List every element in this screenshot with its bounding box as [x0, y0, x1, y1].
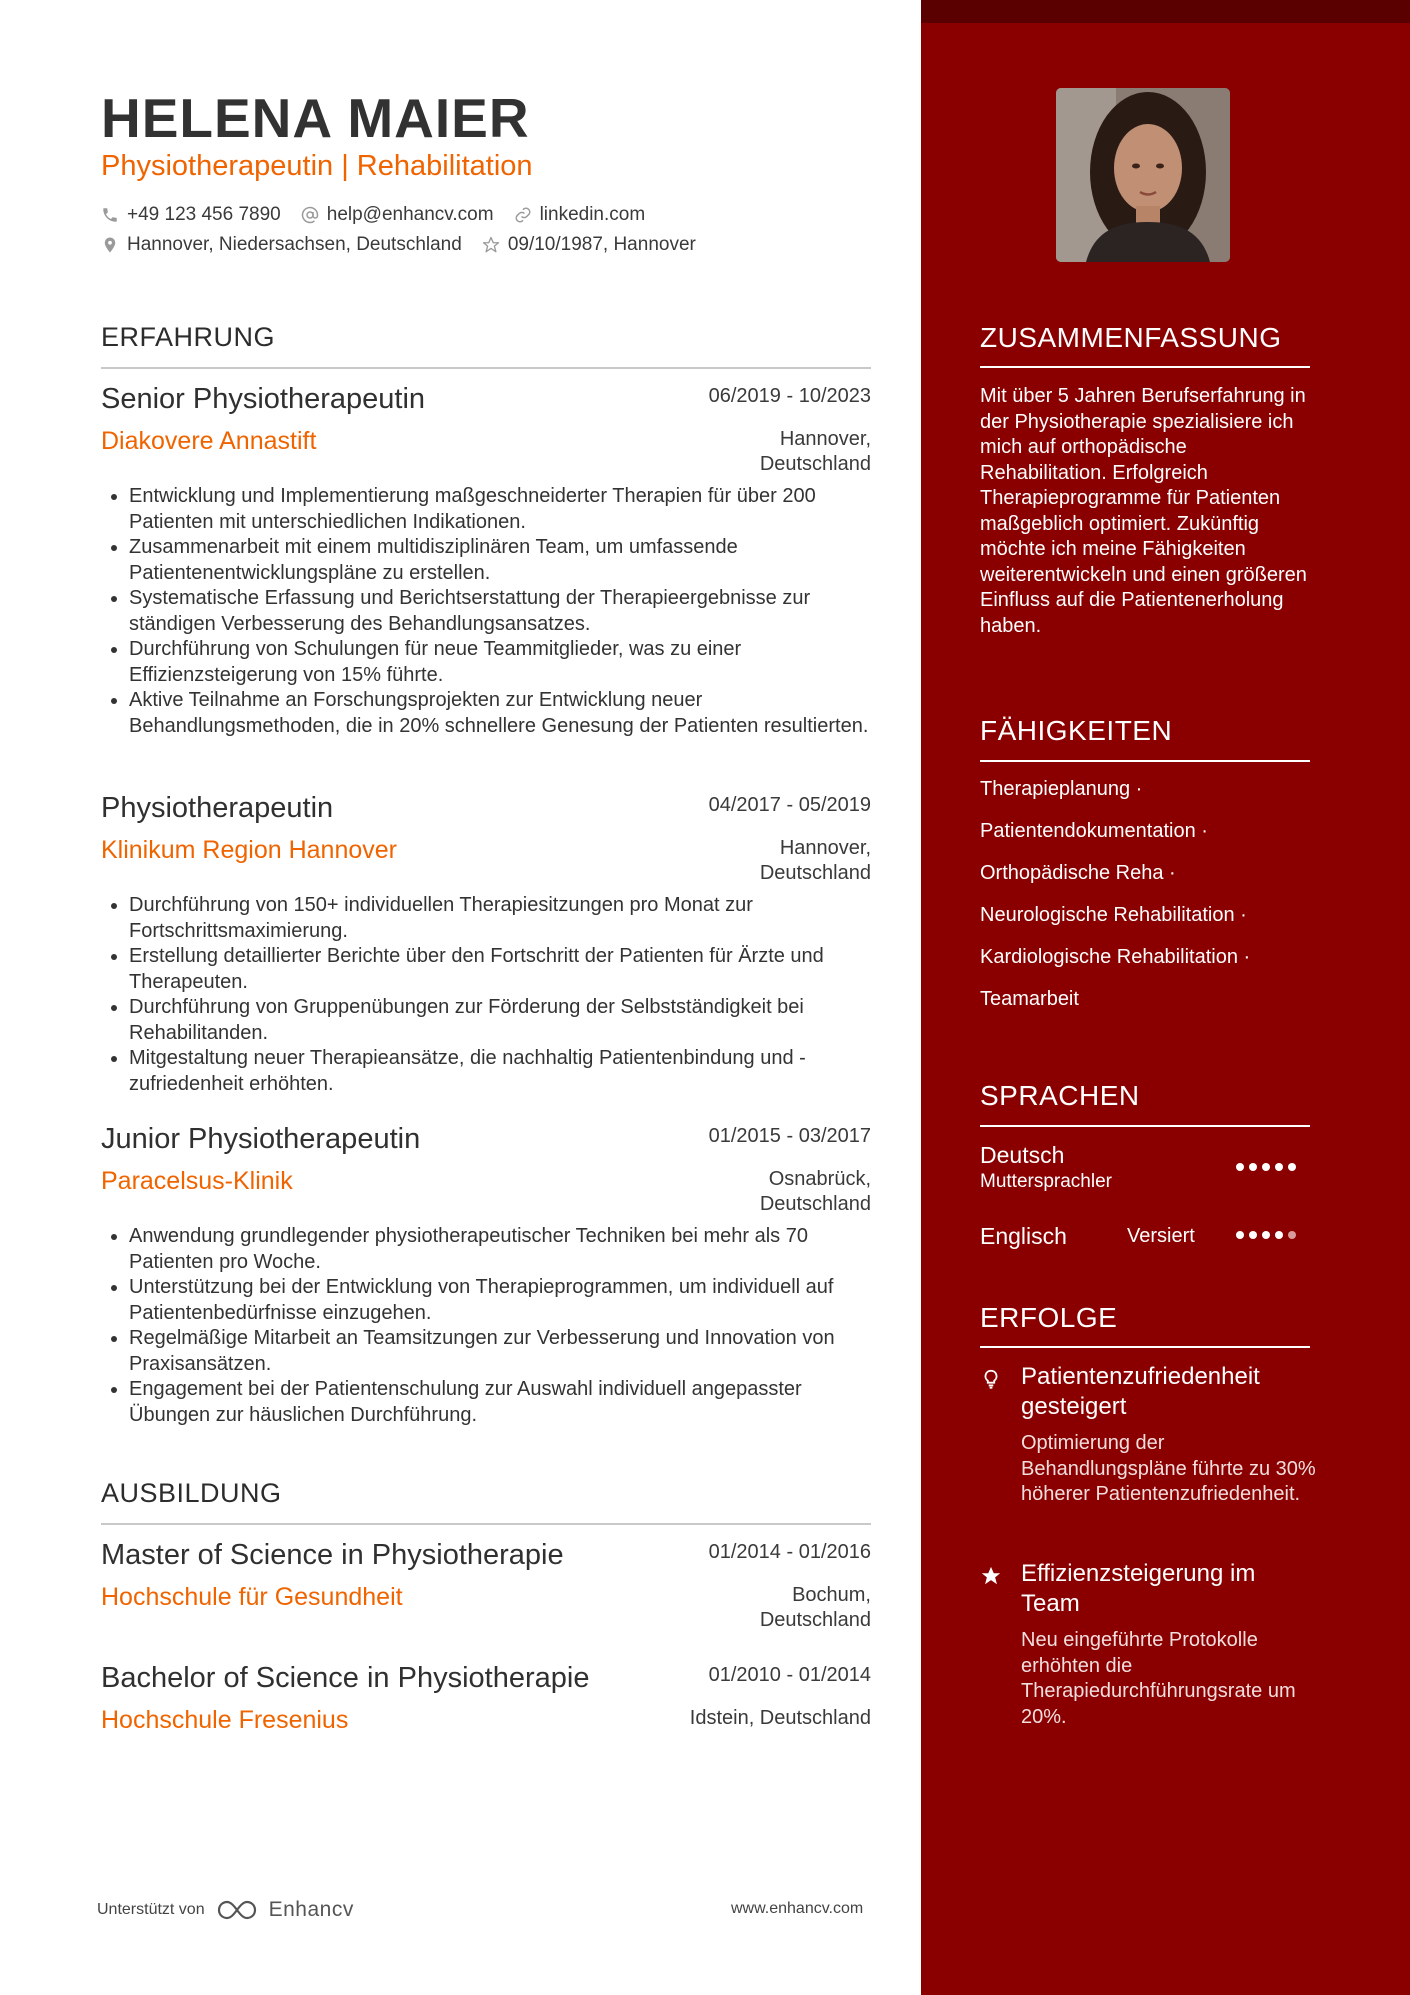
- skill-item: Patientendokumentation ·: [980, 820, 1208, 842]
- language-level: Muttersprachler: [980, 1171, 1112, 1192]
- bullet: • Zusammenarbeit mit einem multidisziplinären Team, um umfassende Patientenentwicklungspläne zu erstellen.: [129, 535, 871, 586]
- rating-dot-empty: [1288, 1231, 1296, 1239]
- job-date: 01/2015 - 03/2017: [708, 1125, 871, 1147]
- rating-dot: [1275, 1231, 1283, 1239]
- skill-label: Orthopädische Reha: [980, 862, 1164, 884]
- skills-divider: [980, 760, 1310, 762]
- profile-photo: [1056, 88, 1230, 262]
- achievement-description: Optimierung der Behandlungspläne führte zu 30% höherer Patientenzufriedenheit.: [1021, 1432, 1316, 1505]
- job-date: 06/2019 - 10/2023: [708, 385, 871, 407]
- candidate-title: Physiotherapeutin | Rehabilitation: [101, 150, 533, 182]
- bullet: • Durchführung von Schulungen für neue Teammitglieder, was zu einer Effizienzsteigerung von 15% führte.: [129, 637, 871, 688]
- rating-dot: [1262, 1231, 1270, 1239]
- job-date: 04/2017 - 05/2019: [708, 794, 871, 816]
- job-location-line: Deutschland: [759, 862, 871, 884]
- education-divider: [101, 1523, 871, 1525]
- powered-by-text: Unterstützt von: [97, 1901, 205, 1918]
- rating-dot: [1236, 1231, 1244, 1239]
- bullet: • Erstellung detaillierter Berichte über den Fortschritt der Patienten für Ärzte und Therapeuten.: [129, 944, 871, 995]
- lightbulb-icon: [980, 1368, 1002, 1390]
- bullet: • Entwicklung und Implementierung maßgeschneiderter Therapien für über 200 Patienten mit unterschiedlichen Indikationen.: [129, 484, 871, 535]
- bullet: • Engagement bei der Patientenschulung zur Auswahl individuell angepasster Übungen zur häuslichen Durchführung.: [129, 1377, 871, 1428]
- school-location-line: Bochum,: [792, 1584, 871, 1606]
- skill-label: Neurologische Rehabilitation: [980, 904, 1235, 926]
- rating-dot: [1236, 1163, 1244, 1171]
- star-outline-icon: [482, 236, 500, 254]
- phone-icon: [101, 206, 119, 224]
- job-location-line: Hannover,: [779, 428, 871, 450]
- sidebar: [921, 0, 1410, 1995]
- bullet: • Durchführung von Gruppenübungen zur Förderung der Selbstständigkeit bei Rehabilitanden.: [129, 995, 871, 1046]
- language-rating: [1236, 1163, 1301, 1171]
- job-company: Diakovere Annastift: [101, 427, 317, 455]
- skill-label: Patientendokumentation: [980, 820, 1196, 842]
- job-location-line: Deutschland: [759, 453, 871, 475]
- skill-item: Orthopädische Reha ·: [980, 862, 1176, 884]
- bullet: • Durchführung von 150+ individuellen Therapiesitzungen pro Monat zur Fortschrittsmaximierung.: [129, 893, 871, 944]
- degree-title: Master of Science in Physiotherapie: [101, 1539, 564, 1571]
- linkedin-contact[interactable]: [514, 204, 646, 226]
- skill-item: Therapieplanung ·: [980, 778, 1143, 800]
- achievement-title: Effizienzsteigerung im Team: [1021, 1560, 1256, 1617]
- rating-dot: [1262, 1163, 1270, 1171]
- job-title: Physiotherapeutin: [101, 792, 334, 824]
- skill-label: Therapieplanung: [980, 778, 1131, 800]
- skill-label: Kardiologische Rehabilitation: [980, 946, 1238, 968]
- school-name: Hochschule Fresenius: [101, 1706, 349, 1734]
- email-text[interactable]: help@enhancv.com: [326, 204, 494, 225]
- skill-item: Kardiologische Rehabilitation ·: [980, 946, 1251, 968]
- job-location-line: Deutschland: [759, 1193, 871, 1215]
- link-icon: [514, 206, 532, 224]
- bullet: • Systematische Erfassung und Berichtserstattung der Therapieergebnisse zur ständigen Verbesserung des Behandlungsansatzes.: [129, 586, 871, 637]
- experience-divider: [101, 367, 871, 369]
- summary-divider: [980, 366, 1310, 368]
- location-contact: [101, 234, 462, 256]
- rating-dot: [1249, 1231, 1257, 1239]
- job-location-line: Hannover,: [779, 837, 871, 859]
- bullet: • Regelmäßige Mitarbeit an Teamsitzungen zur Verbesserung und Innovation von Praxisansätzen.: [129, 1326, 871, 1377]
- job-bullets: [101, 1224, 871, 1428]
- birth-contact: [482, 234, 696, 256]
- school-location-line: Idstein, Deutschland: [689, 1707, 871, 1729]
- language-name: Deutsch: [980, 1142, 1065, 1168]
- skills-heading: FÄHIGKEITEN: [980, 715, 1173, 746]
- achievement-description: Neu eingeführte Protokolle erhöhten die Therapiedurchführungsrate um 20%.: [1021, 1629, 1296, 1728]
- bullet: • Aktive Teilnahme an Forschungsprojekten zur Entwicklung neuer Behandlungsmethoden, die in 20% schnellere Genesung der Patienten resultierten.: [129, 688, 871, 739]
- skill-item: [980, 988, 1079, 1011]
- footer-url[interactable]: www.enhancv.com: [731, 1900, 864, 1917]
- job-location-line: Osnabrück,: [768, 1168, 871, 1190]
- phone-text: +49 123 456 7890: [127, 204, 281, 225]
- achievements-heading: ERFOLGE: [980, 1302, 1118, 1333]
- footer-powered-by: [97, 1898, 354, 1922]
- achievement-title: Patientenzufriedenheit gesteigert: [1021, 1363, 1260, 1420]
- phone-contact: [101, 204, 281, 226]
- job-bullets: [101, 893, 871, 1097]
- degree-title: Bachelor of Science in Physiotherapie: [101, 1662, 590, 1694]
- language-level: Versiert: [1127, 1225, 1195, 1247]
- location-pin-icon: [101, 236, 119, 254]
- school-location: [651, 1706, 871, 1731]
- star-icon: [980, 1565, 1002, 1587]
- portrait-image: [1056, 88, 1230, 262]
- rating-dot: [1249, 1163, 1257, 1171]
- skill-item: Neurologische Rehabilitation ·: [980, 904, 1247, 926]
- at-icon: [301, 206, 319, 224]
- languages-divider: [980, 1125, 1310, 1127]
- location-text: Hannover, Niedersachsen, Deutschland: [127, 234, 462, 255]
- candidate-name: HELENA MAIER: [101, 87, 530, 149]
- experience-heading: ERFAHRUNG: [101, 322, 276, 352]
- summary-heading: ZUSAMMENFASSUNG: [980, 322, 1282, 353]
- summary-text: Mit über 5 Jahren Berufserfahrung in der Physiotherapie spezialisiere ich mich auf orthopädische Rehabilitation. Erfolgreich Therapieprogramme für Patienten maßgeblich optimiert. Zukünftig möchte ich meine Fähigkeiten weiterentwickeln und einen größeren Einfluss auf die Patientenerholung haben.: [980, 385, 1307, 637]
- education-heading: AUSBILDUNG: [101, 1478, 282, 1508]
- sidebar-top-bar: [921, 0, 1410, 23]
- contact-info: [101, 200, 716, 260]
- achievements-divider: [980, 1346, 1310, 1348]
- languages-heading: SPRACHEN: [980, 1080, 1140, 1111]
- linkedin-text[interactable]: linkedin.com: [539, 204, 646, 225]
- school-location: [651, 1583, 871, 1633]
- enhancv-logo-icon: [215, 1898, 263, 1922]
- brand-name: Enhancv: [268, 1898, 354, 1921]
- bullet: • Mitgestaltung neuer Therapieansätze, die nachhaltig Patientenbindung und -zufriedenheit erhöhten.: [129, 1046, 871, 1097]
- school-name: Hochschule für Gesundheit: [101, 1583, 403, 1611]
- language-name: Englisch: [980, 1223, 1067, 1249]
- birth-text: 09/10/1987, Hannover: [507, 234, 696, 255]
- job-bullets: [101, 484, 871, 739]
- skill-label: Teamarbeit: [980, 988, 1079, 1010]
- bullet: • Anwendung grundlegender physiotherapeutischer Techniken bei mehr als 70 Patienten pro Woche.: [129, 1224, 871, 1275]
- bullet: • Unterstützung bei der Entwicklung von Therapieprogrammen, um individuell auf Patientenbedürfnisse einzugehen.: [129, 1275, 871, 1326]
- rating-dot: [1275, 1163, 1283, 1171]
- degree-date: 01/2010 - 01/2014: [708, 1664, 871, 1686]
- rating-dot: [1288, 1163, 1296, 1171]
- job-location: [651, 427, 871, 477]
- language-rating: [1236, 1231, 1301, 1239]
- job-location: [651, 836, 871, 886]
- job-location: [651, 1167, 871, 1217]
- job-title: Junior Physiotherapeutin: [101, 1123, 421, 1155]
- email-contact[interactable]: [301, 204, 494, 226]
- job-company: Klinikum Region Hannover: [101, 836, 397, 864]
- job-company: Paracelsus-Klinik: [101, 1167, 293, 1195]
- job-title: Senior Physiotherapeutin: [101, 383, 426, 415]
- school-location-line: Deutschland: [759, 1609, 871, 1631]
- degree-date: 01/2014 - 01/2016: [708, 1541, 871, 1563]
